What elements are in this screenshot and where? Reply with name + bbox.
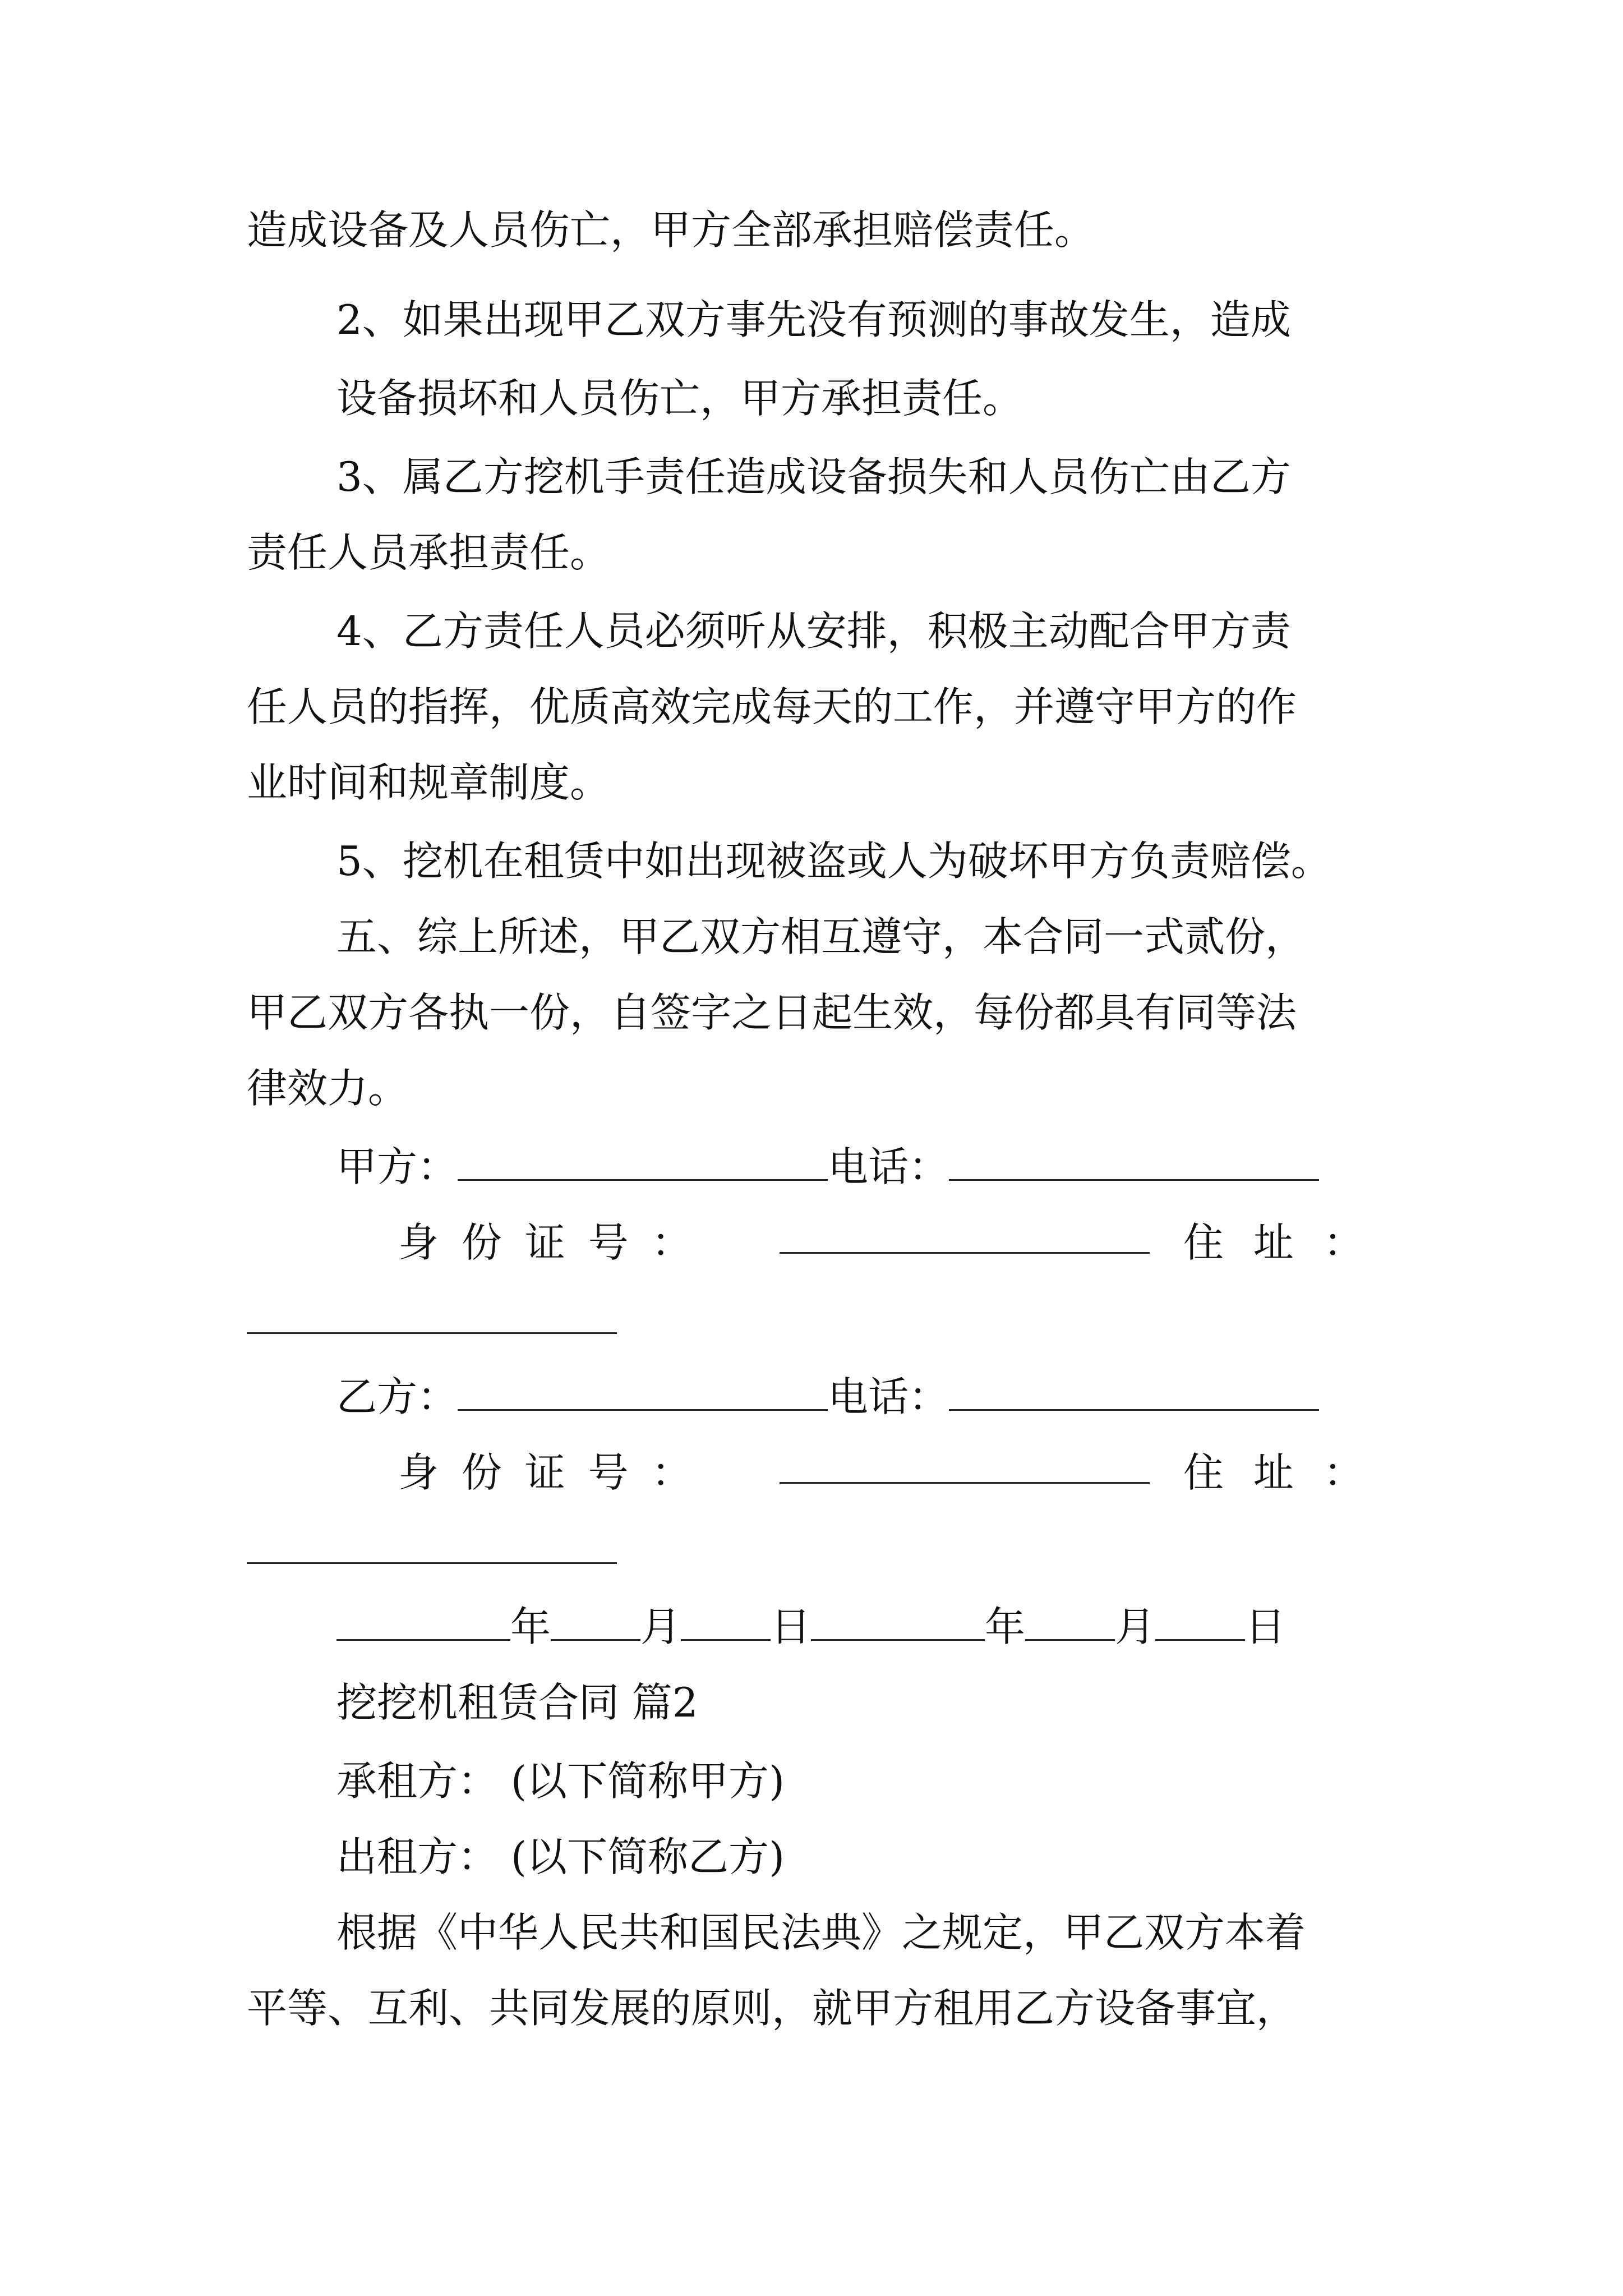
- party-a-address-label: 住 址 ：: [1183, 1219, 1364, 1266]
- party-b-phone-blank[interactable]: [949, 1373, 1319, 1411]
- party-b-address-blank[interactable]: [247, 1562, 617, 1564]
- body-line: 律效力。: [247, 1065, 409, 1112]
- party-b-label: 乙方：: [336, 1373, 458, 1420]
- party-b-id-label: 身 份 证 号 ：: [398, 1449, 692, 1496]
- day-blank[interactable]: [681, 1603, 771, 1641]
- party-b-row: [336, 1369, 1319, 1425]
- year-blank[interactable]: [336, 1603, 510, 1641]
- body-line: 造成设备及人员伤亡，甲方全部承担赔偿责任。: [247, 206, 1095, 254]
- day-blank[interactable]: [1155, 1603, 1245, 1641]
- year-blank[interactable]: [811, 1603, 985, 1641]
- body-line: 4、乙方责任人员必须听从安排，积极主动配合甲方责: [336, 608, 1291, 655]
- party-a-id-label: 身 份 证 号 ：: [398, 1219, 692, 1266]
- lessor-line: 出租方： (以下简称乙方): [336, 1833, 785, 1880]
- body-line: 五、综上所述，甲乙双方相互遵守，本合同一式贰份，: [336, 913, 1306, 960]
- month-label: 月: [640, 1603, 681, 1650]
- day-label: 日: [771, 1603, 811, 1650]
- body-line: 根据《中华人民共和国民法典》之规定，甲乙双方本着: [336, 1909, 1306, 1956]
- body-line: 设备损坏和人员伤亡，甲方承担责任。: [336, 375, 1023, 422]
- party-a-name-blank[interactable]: [458, 1143, 828, 1181]
- month-blank[interactable]: [551, 1603, 640, 1641]
- year-label: 年: [985, 1603, 1026, 1650]
- party-a-phone-label: 电话：: [828, 1143, 949, 1190]
- month-blank[interactable]: [1025, 1603, 1115, 1641]
- party-b-name-blank[interactable]: [458, 1373, 828, 1411]
- party-a-address-blank[interactable]: [247, 1332, 617, 1334]
- section-title: 挖挖机租赁合同 篇2: [336, 1679, 698, 1726]
- body-line: 5、挖机在租赁中如出现被盗或人为破坏甲方负责赔偿。: [336, 838, 1331, 885]
- body-line: 平等、互利、共同发展的原则，就甲方租用乙方设备事宜，: [247, 1985, 1297, 2032]
- party-a-row: [336, 1139, 1319, 1195]
- body-line: 甲乙双方各执一份，自签字之日起生效，每份都具有同等法: [247, 989, 1297, 1036]
- day-label: 日: [1245, 1603, 1286, 1650]
- body-line: 2、如果出现甲乙双方事先没有预测的事故发生，造成: [336, 296, 1291, 343]
- lessee-line: 承租方： (以下简称甲方): [336, 1757, 785, 1805]
- body-line: 业时间和规章制度。: [247, 759, 611, 806]
- body-line: 责任人员承担责任。: [247, 529, 611, 576]
- party-b-id-blank[interactable]: [780, 1482, 1150, 1484]
- date-row: [336, 1599, 1285, 1655]
- month-label: 月: [1115, 1603, 1156, 1650]
- party-a-id-blank[interactable]: [780, 1252, 1150, 1254]
- party-b-phone-label: 电话：: [828, 1373, 949, 1420]
- party-a-phone-blank[interactable]: [949, 1143, 1319, 1181]
- body-line: 3、属乙方挖机手责任造成设备损失和人员伤亡由乙方: [336, 453, 1291, 500]
- body-line: 任人员的指挥，优质高效完成每天的工作，并遵守甲方的作: [247, 683, 1297, 730]
- party-b-address-label: 住 址 ：: [1183, 1449, 1364, 1496]
- year-label: 年: [510, 1603, 551, 1650]
- party-a-label: 甲方：: [336, 1143, 458, 1190]
